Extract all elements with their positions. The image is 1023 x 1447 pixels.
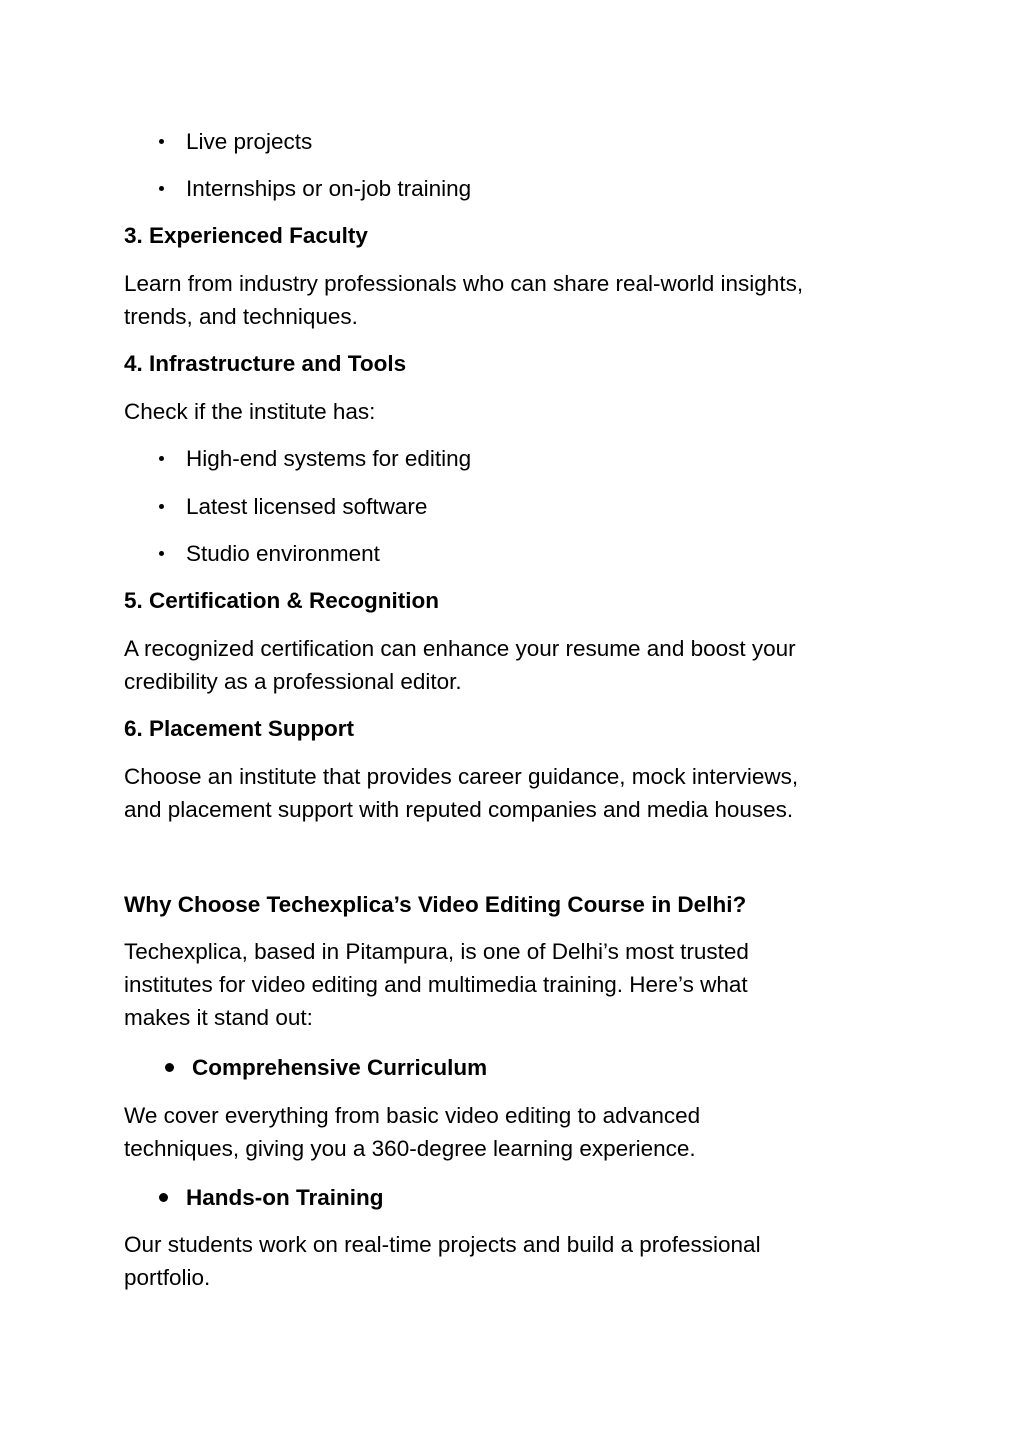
section-text-cert: A recognized certification can enhance your resume and boost your credibility as a professional editor. (124, 636, 796, 694)
section-text-faculty: Learn from industry professionals who can share real-world insights, trends, and techniques. (124, 271, 804, 329)
section-text-handson: Our students work on real-time projects and build a professional portfolio. (124, 1232, 761, 1290)
section-text-curriculum: We cover everything from basic video editing to advanced techniques, giving you a 360-degree learning experience. (124, 1103, 701, 1161)
section-heading-infra: 4. Infrastructure and Tools (124, 351, 407, 376)
section-text-placement: Choose an institute that provides career guidance, mock interviews, and placement support with reputed companies and media houses. (124, 764, 799, 822)
list-item-handson: Hands-on Training (186, 1181, 384, 1214)
list-item-curriculum: Comprehensive Curriculum (192, 1051, 487, 1084)
section-heading-faculty: 3. Experienced Faculty (124, 223, 368, 248)
bullet-icon (159, 186, 164, 191)
bullet-icon (159, 1193, 168, 1202)
list-item: High-end systems for editing (186, 442, 471, 475)
list-item: Internships or on-job training (186, 172, 471, 205)
section-heading-why: Why Choose Techexplica’s Video Editing Course in Delhi? (124, 892, 747, 917)
list-item: Live projects (186, 125, 312, 158)
section-text-why: Techexplica, based in Pitampura, is one of Delhi’s most trusted institutes for video editing and multimedia training. Here’s what makes it stand out: (124, 939, 749, 1030)
bullet-icon (159, 456, 164, 461)
bullet-icon (165, 1063, 174, 1072)
section-heading-cert: 5. Certification & Recognition (124, 588, 440, 613)
bullet-icon (159, 551, 164, 556)
bullet-icon (159, 139, 164, 144)
list-item: Latest licensed software (186, 490, 427, 523)
section-heading-placement: 6. Placement Support (124, 716, 355, 741)
bullet-icon (159, 504, 164, 509)
section-intro-infra: Check if the institute has: (124, 399, 376, 424)
list-item: Studio environment (186, 537, 380, 570)
